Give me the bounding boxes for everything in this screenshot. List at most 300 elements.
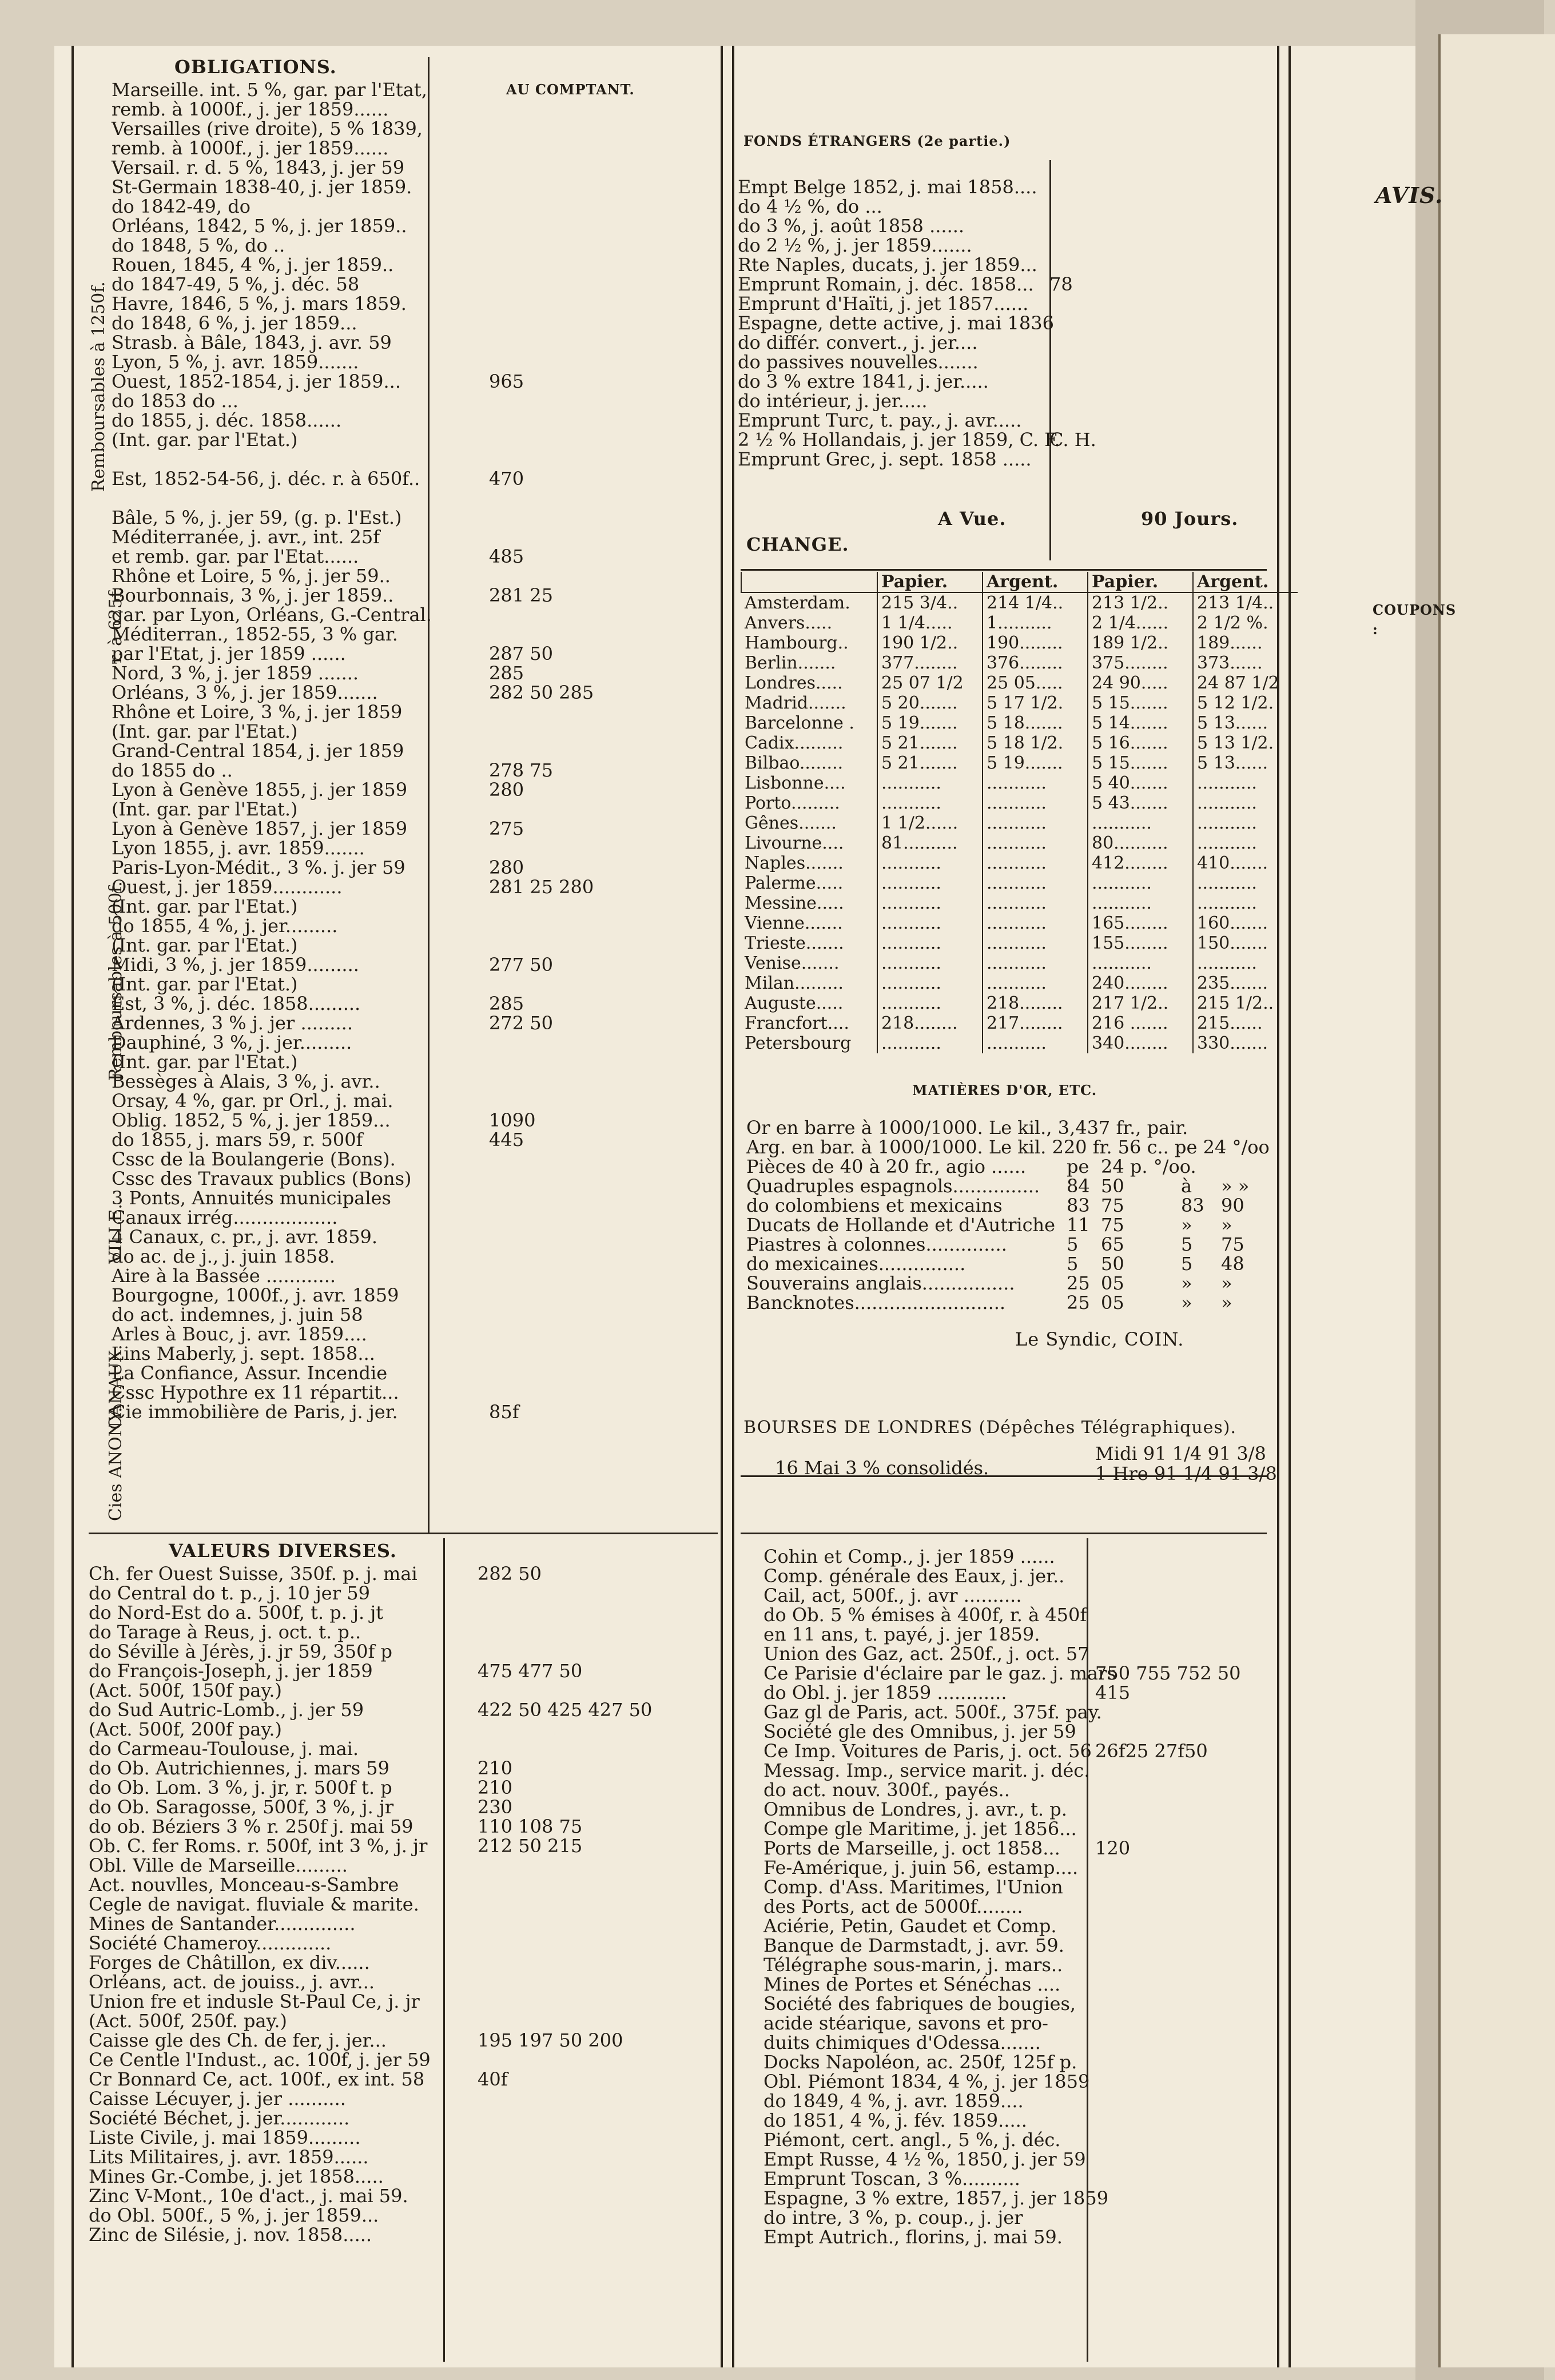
list-item bbox=[112, 702, 603, 722]
list-item bbox=[738, 313, 1275, 333]
list-item bbox=[89, 1817, 718, 1836]
rate-cell: 2 1/4...... bbox=[1088, 613, 1193, 633]
list-item bbox=[763, 1644, 1272, 1663]
list-item bbox=[763, 2188, 1272, 2208]
rate-cell: 376........ bbox=[983, 653, 1088, 673]
item-value: à bbox=[1181, 1175, 1192, 1197]
rate-cell: ........... bbox=[1193, 893, 1298, 913]
list-item bbox=[89, 1992, 718, 2011]
item-label: Lits Militaires, j. avr. 1859...... bbox=[89, 2146, 369, 2168]
city-cell: Trieste....... bbox=[745, 933, 844, 953]
item-price: 40f bbox=[478, 2068, 508, 2090]
rate-cell: ........... bbox=[877, 993, 983, 1013]
list-item bbox=[112, 1247, 603, 1266]
item-value: » bbox=[1221, 1214, 1232, 1236]
table-row bbox=[741, 953, 1298, 973]
item-label: (Int. gar. par l'Etat.) bbox=[112, 1051, 298, 1073]
rate-cell: 81.......... bbox=[877, 833, 983, 853]
group-label: VILLE. bbox=[106, 1204, 126, 1264]
list-item bbox=[112, 761, 603, 780]
item-label: Empt Autrich., florins, j. mai 59. bbox=[763, 2226, 1063, 2248]
item-label: Empt Belge 1852, j. mai 1858.... bbox=[738, 176, 1037, 198]
rate-cell: 217........ bbox=[983, 1013, 1088, 1033]
table-row bbox=[741, 753, 1298, 773]
au-comptant-header: AU COMPTANT. bbox=[506, 81, 635, 98]
list-item bbox=[746, 1196, 1261, 1215]
item-label: Emprunt Romain, j. déc. 1858... bbox=[738, 273, 1034, 295]
list-item bbox=[112, 411, 603, 430]
city-cell: Barcelonne . bbox=[745, 713, 854, 733]
item-price: 965 bbox=[489, 371, 524, 392]
list-item bbox=[112, 955, 603, 974]
item-label: do Ob. 5 % émises à 400f, r. à 450f bbox=[763, 1604, 1087, 1626]
bourses-1h: 1 Hre 91 1/4 91 3/8 bbox=[1095, 1463, 1277, 1484]
city-cell: Venise....... bbox=[745, 953, 840, 973]
list-item bbox=[89, 1778, 718, 1797]
item-value: 90 bbox=[1221, 1195, 1244, 1216]
rate-cell: ........... bbox=[983, 933, 1088, 953]
item-price: 282 50 bbox=[478, 1563, 542, 1585]
rate-cell: 214 1/4.. bbox=[983, 592, 1088, 613]
list-item bbox=[746, 1176, 1261, 1196]
item-label: Méditerran., 1852-55, 3 % gar. bbox=[112, 623, 398, 645]
item-label: (Int. gar. par l'Etat.) bbox=[112, 934, 298, 956]
section-rule bbox=[741, 1533, 1267, 1534]
item-price: 470 bbox=[489, 468, 524, 489]
obligations-title: OBLIGATIONS. bbox=[174, 56, 337, 78]
item-value: » bbox=[1181, 1292, 1192, 1314]
list-item bbox=[738, 411, 1275, 430]
item-price: 212 50 215 bbox=[478, 1835, 583, 1857]
item-label: (Int. gar. par l'Etat.) bbox=[112, 429, 298, 451]
item-label: do 4 ½ %, do ... bbox=[738, 196, 882, 217]
item-label: Comp. d'Ass. Maritimes, l'Union bbox=[763, 1876, 1063, 1898]
list-item bbox=[763, 2072, 1272, 2091]
table-row bbox=[741, 1033, 1298, 1053]
rate-cell: ........... bbox=[1193, 813, 1298, 833]
list-item bbox=[112, 1305, 603, 1324]
item-label: Ports de Marseille, j. oct 1858... bbox=[763, 1837, 1060, 1859]
rate-cell: 5 19....... bbox=[877, 713, 983, 733]
item-value: 25 bbox=[1067, 1272, 1090, 1294]
rate-cell: ........... bbox=[877, 973, 983, 993]
rate-cell: 5 40....... bbox=[1088, 773, 1193, 793]
item-label: Comp. générale des Eaux, j. jer.. bbox=[763, 1565, 1065, 1587]
list-item bbox=[112, 1072, 603, 1091]
list-item bbox=[112, 488, 603, 508]
item-label: Versail. r. d. 5 %, 1843, j. jer 59 bbox=[112, 157, 405, 178]
city-cell: Amsterdam. bbox=[745, 593, 850, 613]
city-cell: Messine..... bbox=[745, 893, 844, 913]
item-label: Rouen, 1845, 4 %, j. jer 1859.. bbox=[112, 254, 394, 276]
item-value: 11 bbox=[1067, 1214, 1090, 1236]
rate-cell: 1 1/2...... bbox=[877, 813, 983, 833]
list-item bbox=[763, 1858, 1272, 1877]
list-item bbox=[763, 1683, 1272, 1702]
list-item bbox=[112, 1402, 603, 1422]
table-row bbox=[741, 913, 1298, 933]
table-row bbox=[741, 693, 1298, 713]
item-label: Act. nouvlles, Monceau-s-Sambre bbox=[89, 1874, 399, 1896]
item-price: 210 bbox=[478, 1757, 513, 1779]
table-row bbox=[741, 853, 1298, 873]
item-label: Méditerranée, j. avr., int. 25f bbox=[112, 526, 380, 548]
list-item bbox=[763, 1955, 1272, 1975]
rate-cell: 5 12 1/2. bbox=[1193, 693, 1298, 713]
change-col-header: Papier. bbox=[1088, 572, 1193, 592]
item-label: (Int. gar. par l'Etat.) bbox=[112, 721, 298, 742]
group-label: Remboursables à 500f. bbox=[106, 881, 126, 1081]
list-item bbox=[763, 1663, 1272, 1683]
item-label: do act. indemnes, j. juin 58 bbox=[112, 1304, 363, 1326]
list-item bbox=[763, 1625, 1272, 1644]
list-item bbox=[763, 1741, 1272, 1761]
rate-cell: 5 18 1/2. bbox=[983, 733, 1088, 753]
item-label: Lyon 1855, j. avr. 1859....... bbox=[112, 837, 365, 859]
item-label: Bessèges à Alais, 3 %, j. avr.. bbox=[112, 1070, 380, 1092]
city-cell: Petersbourg bbox=[745, 1033, 852, 1053]
list-item bbox=[89, 2167, 718, 2186]
item-label: Obl. Ville de Marseille......... bbox=[89, 1854, 348, 1876]
list-item bbox=[112, 819, 603, 838]
item-value: 05 bbox=[1101, 1272, 1124, 1294]
list-item bbox=[112, 722, 603, 741]
city-cell: Naples....... bbox=[745, 853, 844, 873]
list-item bbox=[112, 780, 603, 799]
item-label: Bâle, 5 %, j. jer 59, (g. p. l'Est.) bbox=[112, 507, 402, 528]
item-value: 5 bbox=[1067, 1233, 1079, 1255]
rate-cell: 218........ bbox=[983, 993, 1088, 1013]
item-label: do 1848, 6 %, j. jer 1859... bbox=[112, 312, 357, 334]
list-item bbox=[112, 683, 603, 702]
item-label: Grand-Central 1854, j. jer 1859 bbox=[112, 740, 404, 762]
city-cell: Livourne.... bbox=[745, 833, 844, 853]
item-price: 285 bbox=[489, 662, 524, 684]
list-item bbox=[112, 1033, 603, 1052]
list-item bbox=[763, 1819, 1272, 1838]
list-item bbox=[112, 897, 603, 916]
col-rule bbox=[1277, 46, 1279, 2367]
table-row bbox=[741, 713, 1298, 733]
next-page-edge bbox=[1415, 0, 1544, 2380]
list-item bbox=[112, 1208, 603, 1227]
item-label: do Central do t. p., j. 10 jer 59 bbox=[89, 1582, 370, 1604]
rate-cell: ........... bbox=[877, 1033, 983, 1053]
table-row bbox=[741, 633, 1298, 653]
rate-cell: 213 1/4.. bbox=[1193, 592, 1298, 613]
obligations-list bbox=[112, 80, 603, 1422]
item-label: Ob. C. fer Roms. r. 500f, int 3 %, j. jr bbox=[89, 1835, 428, 1857]
rate-cell: 375........ bbox=[1088, 653, 1193, 673]
list-item bbox=[763, 1586, 1272, 1605]
list-item bbox=[112, 391, 603, 411]
list-item bbox=[763, 1566, 1272, 1586]
avis-title: AVIS. bbox=[1375, 182, 1443, 208]
item-label: do 1855, 4 %, j. jer......... bbox=[112, 915, 338, 937]
item-label: Cssc Hypothre ex 11 répartit... bbox=[112, 1382, 399, 1403]
list-item bbox=[763, 1916, 1272, 1936]
item-value: 05 bbox=[1101, 1292, 1124, 1314]
list-item bbox=[763, 2091, 1272, 2111]
valeurs-list bbox=[89, 1564, 718, 2244]
a-vue-header: A Vue. bbox=[938, 508, 1007, 530]
list-item bbox=[112, 1169, 603, 1188]
change-col-header: Argent. bbox=[983, 572, 1088, 592]
item-label: do 3 % extre 1841, j. jer..... bbox=[738, 371, 989, 392]
item-price: 195 197 50 200 bbox=[478, 2029, 623, 2051]
list-item bbox=[763, 1722, 1272, 1741]
item-label: Ce Imp. Voitures de Paris, j. oct. 56 bbox=[763, 1740, 1092, 1762]
newspaper-page bbox=[54, 46, 1457, 2367]
list-item bbox=[89, 1622, 718, 1642]
list-item bbox=[112, 469, 603, 488]
item-value: 75 bbox=[1101, 1214, 1124, 1236]
city-cell: Gênes....... bbox=[745, 813, 837, 833]
item-label: Bancknotes.......................... bbox=[746, 1292, 1006, 1314]
item-label: Espagne, dette active, j. mai 1836 bbox=[738, 312, 1054, 334]
item-label: Est, 1852-54-56, j. déc. r. à 650f.. bbox=[112, 468, 420, 489]
item-label: acide stéarique, savons et pro- bbox=[763, 2012, 1048, 2034]
list-item bbox=[738, 430, 1275, 449]
item-label: do Séville à Jérès, j. jr 59, 350f p bbox=[89, 1641, 392, 1662]
list-item bbox=[112, 916, 603, 936]
item-label: 2 ½ % Hollandais, j. jer 1859, C. F. bbox=[738, 429, 1060, 451]
city-cell: Francfort.... bbox=[745, 1013, 849, 1033]
item-label: do Carmeau-Toulouse, j. mai. bbox=[89, 1738, 359, 1760]
rate-cell: 1 1/4..... bbox=[877, 613, 983, 633]
item-label: Emprunt Grec, j. sept. 1858 ..... bbox=[738, 448, 1032, 470]
list-item bbox=[112, 1266, 603, 1285]
item-label: do 1853 do ... bbox=[112, 390, 238, 412]
list-item bbox=[112, 294, 603, 313]
list-item bbox=[112, 508, 603, 527]
list-item bbox=[89, 1914, 718, 1933]
list-item bbox=[763, 2130, 1272, 2150]
rate-cell: 213 1/2.. bbox=[1088, 592, 1193, 613]
item-label: do Ob. Lom. 3 %, j. jr, r. 500f t. p bbox=[89, 1777, 392, 1798]
item-label: do 1847-49, 5 %, j. déc. 58 bbox=[112, 273, 360, 295]
rate-cell: 150....... bbox=[1193, 933, 1298, 953]
item-label: Arg. en bar. à 1000/1000. Le kil. 220 fr. 56 c.. pe 24 °/oo bbox=[746, 1136, 1270, 1158]
item-label: remb. à 1000f., j. jer 1859...... bbox=[112, 137, 389, 159]
list-item bbox=[738, 274, 1275, 294]
item-label: St-Germain 1838-40, j. jer 1859. bbox=[112, 176, 412, 198]
list-item bbox=[112, 197, 603, 216]
list-item bbox=[738, 236, 1275, 255]
table-row bbox=[741, 833, 1298, 853]
rate-cell: ........... bbox=[877, 853, 983, 873]
item-label: Versailles (rive droite), 5 % 1839, bbox=[112, 118, 423, 140]
item-label: Dauphiné, 3 %, j. jer......... bbox=[112, 1032, 352, 1053]
item-value: 50 bbox=[1101, 1175, 1124, 1197]
list-item bbox=[112, 624, 603, 644]
item-price: 278 75 bbox=[489, 759, 553, 781]
rate-cell: 240........ bbox=[1088, 973, 1193, 993]
item-label: (Act. 500f, 150f pay.) bbox=[89, 1679, 282, 1701]
rate-cell: 5 15....... bbox=[1088, 753, 1193, 773]
item-label: Havre, 1846, 5 %, j. mars 1859. bbox=[112, 293, 407, 315]
list-item bbox=[746, 1157, 1261, 1176]
item-label: Ouest, j. jer 1859............ bbox=[112, 876, 343, 898]
item-label: do 2 ½ %, j. jer 1859....... bbox=[738, 234, 972, 256]
group-label: Remboursables à 1250f. bbox=[89, 281, 109, 492]
item-price: 285 bbox=[489, 993, 524, 1014]
item-label: Bourbonnais, 3 %, j. jer 1859.. bbox=[112, 584, 394, 606]
list-item bbox=[89, 1836, 718, 1856]
item-label: Ouest, 1852-1854, j. jer 1859... bbox=[112, 371, 401, 392]
list-item bbox=[763, 1838, 1272, 1858]
item-price: 1090 bbox=[489, 1109, 536, 1131]
list-item bbox=[738, 255, 1275, 274]
90-jours-header: 90 Jours. bbox=[1141, 508, 1239, 530]
list-item bbox=[746, 1118, 1261, 1137]
item-label: do passives nouvelles....... bbox=[738, 351, 979, 373]
list-item bbox=[763, 1605, 1272, 1625]
rate-cell: 216 ....... bbox=[1088, 1013, 1193, 1033]
item-label: en 11 ans, t. payé, j. jer 1859. bbox=[763, 1623, 1040, 1645]
item-price: 85f bbox=[489, 1401, 519, 1423]
rate-cell: 218........ bbox=[877, 1013, 983, 1033]
item-label: do 1849, 4 %, j. avr. 1859.... bbox=[763, 2090, 1024, 2112]
list-item bbox=[763, 1547, 1272, 1566]
city-cell: Lisbonne.... bbox=[745, 773, 846, 793]
item-label: Caisse gle des Ch. de fer, j. jer... bbox=[89, 2029, 387, 2051]
rate-cell: 5 18....... bbox=[983, 713, 1088, 733]
item-label: Cegle de navigat. fluviale & marite. bbox=[89, 1893, 419, 1915]
item-label: des Ports, act de 5000f........ bbox=[763, 1896, 1023, 1917]
item-label: Docks Napoléon, ac. 250f, 125f p. bbox=[763, 2051, 1077, 2073]
list-item bbox=[89, 2128, 718, 2147]
item-label: Cssc de la Boulangerie (Bons). bbox=[112, 1148, 396, 1170]
bourses-title: BOURSES DE LONDRES (Dépêches Télégraphiques). bbox=[743, 1418, 1237, 1438]
item-value: 5 bbox=[1067, 1253, 1079, 1275]
group-label: Cies ANONY. bbox=[106, 1407, 126, 1521]
item-value: 84 bbox=[1067, 1175, 1090, 1197]
item-label: do Tarage à Reus, j. oct. t. p.. bbox=[89, 1621, 361, 1643]
rate-cell: ........... bbox=[877, 793, 983, 813]
list-item bbox=[89, 2089, 718, 2108]
item-label: Nord, 3 %, j. jer 1859 ....... bbox=[112, 662, 359, 684]
rate-cell: ........... bbox=[877, 953, 983, 973]
item-label: Lins Maberly, j. sept. 1858... bbox=[112, 1343, 375, 1364]
item-label: Emprunt d'Haïti, j. jet 1857...... bbox=[738, 293, 1029, 315]
item-label: Souverains anglais................ bbox=[746, 1272, 1015, 1294]
rate-cell: ........... bbox=[983, 913, 1088, 933]
item-label: Obl. Piémont 1834, 4 %, j. jer 1859 bbox=[763, 2071, 1090, 2092]
fonds-list bbox=[738, 177, 1275, 469]
rate-cell: ........... bbox=[1193, 833, 1298, 853]
list-item bbox=[112, 1052, 603, 1072]
city-cell: Londres..... bbox=[745, 673, 843, 693]
list-item bbox=[763, 1936, 1272, 1955]
item-label: Société Chameroy............. bbox=[89, 1932, 332, 1954]
list-item bbox=[763, 1877, 1272, 1897]
list-item bbox=[746, 1136, 1270, 1158]
rate-cell: 189 1/2.. bbox=[1088, 633, 1193, 653]
item-label: Lyon, 5 %, j. avr. 1859....... bbox=[112, 351, 359, 373]
item-label: par l'Etat, j. jer 1859 ...... bbox=[112, 643, 346, 664]
item-price: 275 bbox=[489, 818, 524, 839]
table-row bbox=[741, 973, 1298, 993]
list-item bbox=[112, 877, 603, 897]
rate-cell: ........... bbox=[877, 893, 983, 913]
rate-cell: ........... bbox=[1088, 873, 1193, 893]
item-label: Ce Parisie d'éclaire par le gaz. j. mars bbox=[763, 1662, 1116, 1684]
item-label: do act. nouv. 300f., payés.. bbox=[763, 1779, 1010, 1801]
item-value: 83 bbox=[1181, 1195, 1204, 1216]
rate-cell: 410....... bbox=[1193, 853, 1298, 873]
item-label: Société gle des Omnibus, j. jer 59 bbox=[763, 1721, 1076, 1742]
coupons-label: COUPONS : bbox=[1373, 602, 1457, 638]
list-item bbox=[112, 1324, 603, 1344]
rate-cell: 5 43....... bbox=[1088, 793, 1193, 813]
rate-cell: ........... bbox=[877, 873, 983, 893]
rate-cell: 5 14....... bbox=[1088, 713, 1193, 733]
item-value: 50 bbox=[1101, 1253, 1124, 1275]
list-item bbox=[89, 1953, 718, 1972]
item-price: 415 bbox=[1095, 1682, 1131, 1704]
rate-cell: ........... bbox=[877, 773, 983, 793]
rate-cell: ........... bbox=[1193, 793, 1298, 813]
item-label: Midi, 3 %, j. jer 1859......... bbox=[112, 954, 359, 976]
list-item bbox=[763, 1800, 1272, 1819]
item-label: Union fre et indusle St-Paul Ce, j. jr bbox=[89, 1991, 420, 2012]
rate-cell: ........... bbox=[983, 833, 1088, 853]
item-label: do mexicaines............... bbox=[746, 1253, 966, 1275]
item-label: do Obl. j. jer 1859 ............ bbox=[763, 1682, 1007, 1704]
item-value: » bbox=[1181, 1214, 1192, 1236]
city-cell: Auguste..... bbox=[745, 993, 844, 1013]
list-item bbox=[89, 1739, 718, 1758]
item-label: (Int. gar. par l'Etat.) bbox=[112, 798, 298, 820]
item-label: Espagne, 3 % extre, 1857, j. jer 1859 bbox=[763, 2187, 1109, 2209]
city-cell: Milan......... bbox=[745, 973, 844, 993]
item-label: Mines de Santander.............. bbox=[89, 1913, 356, 1935]
table-row bbox=[741, 813, 1298, 833]
list-item bbox=[89, 2011, 718, 2031]
list-item bbox=[112, 1363, 603, 1383]
table-row bbox=[741, 933, 1298, 953]
list-item bbox=[763, 1975, 1272, 1994]
list-item bbox=[112, 1091, 603, 1111]
list-item bbox=[112, 430, 603, 449]
list-item bbox=[89, 1583, 718, 1603]
rate-cell: ........... bbox=[1193, 773, 1298, 793]
col-rule bbox=[71, 46, 74, 2367]
list-item bbox=[89, 2031, 718, 2050]
item-label: Quadruples espagnols............... bbox=[746, 1175, 1040, 1197]
rate-cell: 5 17 1/2. bbox=[983, 693, 1088, 713]
list-item bbox=[763, 2227, 1272, 2247]
change-col-header: Argent. bbox=[1193, 572, 1298, 592]
rate-cell: 24 87 1/2 bbox=[1193, 673, 1298, 693]
rate-cell: ........... bbox=[1193, 953, 1298, 973]
list-item bbox=[112, 547, 603, 566]
list-item bbox=[89, 1875, 718, 1895]
list-item bbox=[763, 2033, 1272, 2052]
item-price: 272 50 bbox=[489, 1012, 553, 1034]
rate-cell: 5 15....... bbox=[1088, 693, 1193, 713]
rate-cell: ........... bbox=[983, 973, 1088, 993]
item-label: Pièces de 40 à 20 fr., agio ...... bbox=[746, 1156, 1027, 1177]
list-item bbox=[738, 352, 1275, 372]
rate-cell: ........... bbox=[983, 793, 1088, 813]
rate-cell: 215 3/4.. bbox=[877, 592, 983, 613]
list-item bbox=[763, 2013, 1272, 2033]
item-label: do 1851, 4 %, j. fév. 1859..... bbox=[763, 2110, 1027, 2131]
item-value: 75 bbox=[1221, 1233, 1244, 1255]
item-label: Cr Bonnard Ce, act. 100f., ex int. 58 bbox=[89, 2068, 425, 2090]
